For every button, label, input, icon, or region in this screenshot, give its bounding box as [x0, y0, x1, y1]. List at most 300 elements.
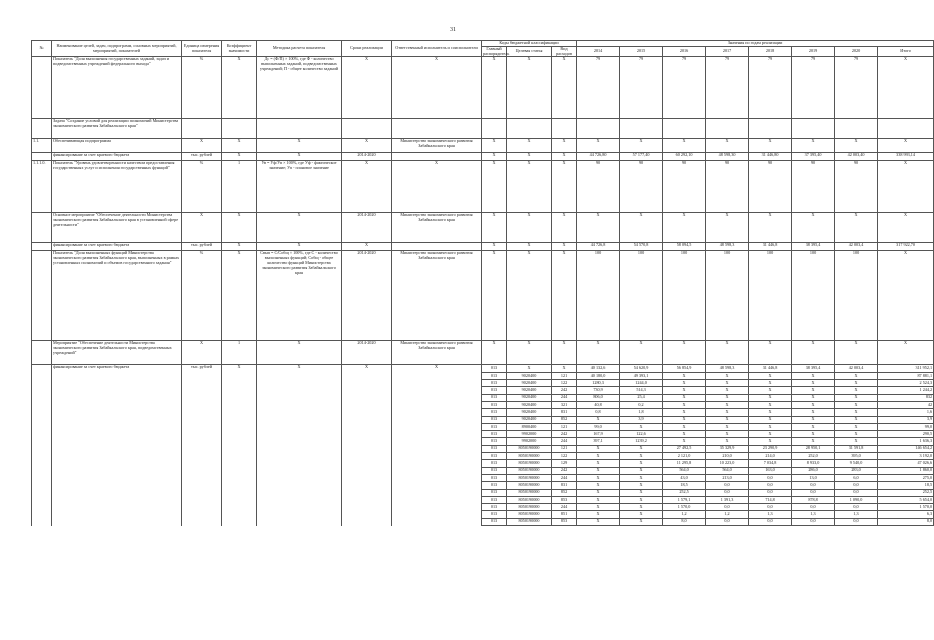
code-value: 878,8: [792, 496, 835, 503]
header-no: №: [32, 41, 52, 57]
header-year: 2018: [749, 46, 792, 57]
code-grbs: 013: [482, 409, 507, 416]
row-value: 100: [706, 251, 749, 341]
row-method: Ув = Уф/Уп × 100%, где Уф - фактическое значение; Уп - плановое значение: [257, 161, 342, 213]
row-name: Показатель "Уровень удовлетворенности качеством предоставления государственных услуг и исполнения государственных функций": [52, 161, 182, 213]
code-total: 3 192,0: [878, 453, 934, 460]
code-type: 851: [552, 511, 577, 518]
code-value: 122,6: [620, 431, 663, 438]
code-value: X: [577, 460, 620, 467]
code-total: 1,6: [878, 409, 934, 416]
code-value: X: [749, 438, 792, 445]
row-coef: X: [222, 213, 257, 243]
code-total: 832: [878, 394, 934, 401]
row-term: [342, 119, 392, 139]
header-year: 2020: [835, 46, 878, 57]
row-coef: 1: [222, 161, 257, 213]
row-value: 90: [706, 161, 749, 213]
code-value: 252,0: [792, 453, 835, 460]
code-value: X: [620, 489, 663, 496]
row-value: [663, 119, 706, 139]
code-value: 0,8: [577, 409, 620, 416]
row-value: X: [749, 213, 792, 243]
code-section: 8050190000: [507, 467, 552, 474]
row-total: X: [878, 341, 934, 365]
code-section: 9020400: [507, 372, 552, 379]
code-grbs: 013: [482, 372, 507, 379]
code-value: 1 391,3: [706, 496, 749, 503]
row-section: X: [507, 161, 552, 213]
code-value: 11 295,8: [663, 460, 706, 467]
row-value: X: [620, 341, 663, 365]
code-value: X: [577, 482, 620, 489]
header-year: 2016: [663, 46, 706, 57]
row-coef: X: [222, 251, 257, 341]
row-unit: %: [182, 161, 222, 213]
code-type: 852: [552, 416, 577, 423]
row-value: X: [835, 341, 878, 365]
code-value: 0,0: [792, 504, 835, 511]
code-total: 6,3: [878, 511, 934, 518]
budget-code-row: [32, 365, 934, 372]
row-section: X: [507, 243, 552, 251]
row-section: X: [507, 251, 552, 341]
code-value: X: [792, 423, 835, 430]
code-value: 0,0: [706, 482, 749, 489]
row-value: 100: [792, 251, 835, 341]
code-value: X: [835, 380, 878, 387]
code-type: 853: [552, 518, 577, 525]
code-total: 1 244,2: [878, 387, 934, 394]
code-value: X: [749, 387, 792, 394]
row-value: 60 292,10: [663, 153, 706, 161]
row-method: X: [257, 341, 342, 365]
code-value: X: [835, 409, 878, 416]
code-value: X: [706, 387, 749, 394]
code-total: 1 570,0: [878, 504, 934, 511]
row-coef: X: [222, 243, 257, 251]
row-name: финансирование за счет краевого бюджета: [52, 365, 182, 526]
table-header: [32, 41, 934, 57]
page-number: 31: [450, 27, 456, 33]
row-type: X: [552, 139, 577, 153]
code-total: 99,0: [878, 423, 934, 430]
code-total: 2 524,3: [878, 380, 934, 387]
code-value: 10 223,0: [706, 460, 749, 467]
row-method: Свып = С/Собщ × 100%, где С - количество выполненных функций; Собщ - общее количество функций Министерства экономического развития Забайкальского края: [257, 251, 342, 341]
row-value: 79: [706, 57, 749, 119]
code-value: X: [835, 401, 878, 408]
row-name: Основное мероприятие "Обеспечение деятельности Министерства экономического развития Забайкальского края в установленной сфере деятельности": [52, 213, 182, 243]
code-value: 1,3: [749, 511, 792, 518]
row-value: 58 094,5: [663, 243, 706, 251]
row-number: 1.1.: [32, 139, 52, 153]
row-value: 31 446,8: [749, 243, 792, 251]
code-type: 121: [552, 372, 577, 379]
code-value: X: [749, 409, 792, 416]
code-value: X: [663, 387, 706, 394]
code-value: X: [620, 504, 663, 511]
program-table: [31, 40, 934, 526]
code-value: X: [663, 438, 706, 445]
row-type: X: [552, 57, 577, 119]
code-value: 0,0: [749, 489, 792, 496]
code-value: 213,0: [706, 474, 749, 481]
code-value: 0,0: [706, 489, 749, 496]
code-value: 6,0: [835, 474, 878, 481]
row-value: 90: [835, 161, 878, 213]
code-total: 290,5: [878, 431, 934, 438]
table-row: [32, 251, 934, 341]
code-value: 0,0: [706, 518, 749, 525]
row-responsible: X: [392, 365, 482, 526]
header-unit: Единица измерения показателя: [182, 41, 222, 57]
row-coef: X: [222, 139, 257, 153]
code-value: 214,0: [749, 453, 792, 460]
row-value: 38 395,4: [792, 243, 835, 251]
row-term: 2014-2020: [342, 213, 392, 243]
code-value: 286,0: [792, 467, 835, 474]
row-section: X: [507, 213, 552, 243]
code-type: 129: [552, 460, 577, 467]
row-unit: %: [182, 251, 222, 341]
row-value: [792, 119, 835, 139]
row-value: 31 446,80: [749, 153, 792, 161]
code-section: 8050190000: [507, 482, 552, 489]
code-value: X: [577, 511, 620, 518]
code-grbs: 013: [482, 511, 507, 518]
code-value: X: [749, 380, 792, 387]
code-section: 9020400: [507, 416, 552, 423]
code-section: 8050190000: [507, 518, 552, 525]
code-value: 56 854,9: [663, 365, 706, 372]
row-value: 100: [577, 251, 620, 341]
code-value: 13,0: [792, 474, 835, 481]
code-grbs: 013: [482, 489, 507, 496]
code-value: X: [577, 445, 620, 452]
table-row: [32, 341, 934, 365]
code-value: 0,0: [792, 482, 835, 489]
code-value: X: [620, 474, 663, 481]
row-value: 79: [792, 57, 835, 119]
table-row: [32, 213, 934, 243]
row-number: [32, 251, 52, 341]
code-value: 1280,3: [577, 380, 620, 387]
code-value: X: [620, 467, 663, 474]
code-value: 1239,2: [620, 438, 663, 445]
row-value: X: [663, 139, 706, 153]
table-row: [32, 57, 934, 119]
row-total: [878, 119, 934, 139]
table-row: [32, 161, 934, 213]
row-section: X: [507, 341, 552, 365]
code-value: 564,0: [706, 467, 749, 474]
code-total: 1 636,3: [878, 438, 934, 445]
code-value: X: [706, 431, 749, 438]
code-total: 311 952,1: [878, 365, 934, 372]
row-value: 57 177,40: [620, 153, 663, 161]
code-section: 9020400: [507, 380, 552, 387]
code-value: X: [792, 372, 835, 379]
code-value: X: [577, 474, 620, 481]
code-value: 38 395,4: [792, 365, 835, 372]
code-value: X: [792, 380, 835, 387]
row-value: 79: [835, 57, 878, 119]
code-value: 54 620,9: [620, 365, 663, 372]
code-value: 0,0: [835, 518, 878, 525]
code-value: X: [577, 496, 620, 503]
code-value: 0,0: [835, 489, 878, 496]
row-number: [32, 119, 52, 139]
table-row: [32, 139, 934, 153]
code-value: X: [749, 394, 792, 401]
code-value: 0,0: [706, 504, 749, 511]
code-type: 244: [552, 504, 577, 511]
code-type: 244: [552, 438, 577, 445]
code-grbs: 013: [482, 460, 507, 467]
row-term: 2014-2020: [342, 153, 392, 161]
row-value: 44 726,80: [577, 153, 620, 161]
code-grbs: 013: [482, 438, 507, 445]
row-total: X: [878, 57, 934, 119]
row-grbs: X: [482, 57, 507, 119]
code-value: 7 034,8: [749, 460, 792, 467]
header-total: Итого: [878, 46, 934, 57]
code-value: X: [749, 401, 792, 408]
row-unit: тыс. рублей: [182, 243, 222, 251]
row-name: финансирование за счет краевого бюджета: [52, 153, 182, 161]
code-value: X: [620, 453, 663, 460]
code-type: 831: [552, 409, 577, 416]
code-value: X: [663, 416, 706, 423]
row-value: X: [577, 139, 620, 153]
row-grbs: [482, 119, 507, 139]
header-year: 2015: [620, 46, 663, 57]
row-value: X: [749, 139, 792, 153]
code-value: X: [706, 416, 749, 423]
code-grbs: 013: [482, 474, 507, 481]
code-value: X: [663, 423, 706, 430]
code-total: 275,0: [878, 474, 934, 481]
code-section: 8050190000: [507, 489, 552, 496]
code-type: 831: [552, 482, 577, 489]
code-value: X: [835, 416, 878, 423]
code-value: X: [577, 518, 620, 525]
row-grbs: X: [482, 139, 507, 153]
table-row: [32, 243, 934, 251]
row-method: X: [257, 365, 342, 526]
code-total: 146 654,2: [878, 445, 934, 452]
code-value: X: [835, 394, 878, 401]
code-value: X: [577, 416, 620, 423]
table-row: [32, 119, 934, 139]
row-coef: X: [222, 153, 257, 161]
row-value: [620, 119, 663, 139]
code-grbs: 013: [482, 518, 507, 525]
code-value: X: [620, 423, 663, 430]
row-method: X: [257, 213, 342, 243]
code-type: 121: [552, 445, 577, 452]
row-value: 100: [620, 251, 663, 341]
row-number: [32, 57, 52, 119]
code-value: X: [749, 372, 792, 379]
code-grbs: 013: [482, 365, 507, 372]
row-number: [32, 365, 52, 526]
code-grbs: 013: [482, 504, 507, 511]
row-value: 79: [577, 57, 620, 119]
code-value: X: [749, 423, 792, 430]
row-grbs: X: [482, 341, 507, 365]
code-value: 8 933,0: [792, 460, 835, 467]
row-unit: тыс. рублей: [182, 365, 222, 526]
row-value: 44 726,8: [577, 243, 620, 251]
row-value: [749, 119, 792, 139]
row-method: X: [257, 139, 342, 153]
code-value: X: [620, 518, 663, 525]
code-grbs: 013: [482, 423, 507, 430]
row-term: 2014-2020: [342, 341, 392, 365]
row-number: [32, 243, 52, 251]
code-value: 99,0: [577, 423, 620, 430]
code-value: X: [706, 401, 749, 408]
header-resp: Ответственный исполнитель и соисполнители: [392, 41, 482, 57]
code-value: X: [620, 511, 663, 518]
row-value: X: [749, 341, 792, 365]
code-value: 8,0: [663, 518, 706, 525]
code-value: 40 132,6: [577, 365, 620, 372]
row-term: X: [342, 365, 392, 526]
row-responsible: Министерство экономического развития Забайкальского края: [392, 251, 482, 341]
row-value: 37 395,40: [792, 153, 835, 161]
code-value: 31 446,8: [749, 365, 792, 372]
row-total: X: [878, 161, 934, 213]
code-value: X: [663, 401, 706, 408]
row-term: 2014-2020: [342, 251, 392, 341]
header-grbs: Главный распорядитель: [483, 45, 510, 56]
code-value: 210,0: [706, 453, 749, 460]
code-value: 0,0: [792, 489, 835, 496]
code-value: 514,3: [620, 387, 663, 394]
row-value: X: [620, 139, 663, 153]
row-value: 79: [749, 57, 792, 119]
row-unit: тыс. рублей: [182, 153, 222, 161]
header-coef: Коэффициент значимости: [222, 41, 257, 57]
row-grbs: X: [482, 153, 507, 161]
row-value: [835, 119, 878, 139]
code-value: X: [835, 387, 878, 394]
code-value: 18,5: [663, 482, 706, 489]
code-grbs: 013: [482, 445, 507, 452]
row-type: X: [552, 213, 577, 243]
code-section: 8050190000: [507, 445, 552, 452]
row-value: 79: [620, 57, 663, 119]
row-value: 100: [663, 251, 706, 341]
row-term: X: [342, 139, 392, 153]
row-unit: X: [182, 341, 222, 365]
header-section: Целевая статья: [507, 46, 552, 57]
code-value: 0,0: [792, 518, 835, 525]
code-section: 8050190000: [507, 474, 552, 481]
code-value: X: [792, 394, 835, 401]
row-unit: X: [182, 213, 222, 243]
code-section: X: [507, 365, 552, 372]
code-value: 730,9: [577, 387, 620, 394]
code-value: 0,0: [749, 474, 792, 481]
row-responsible: Министерство экономического развития Забайкальского края: [392, 341, 482, 365]
code-type: 853: [552, 496, 577, 503]
row-value: X: [792, 213, 835, 243]
row-total: X: [878, 213, 934, 243]
code-value: 1,3: [792, 511, 835, 518]
code-value: 283,0: [835, 467, 878, 474]
row-value: X: [577, 213, 620, 243]
row-number: 1.1.1.0.: [32, 161, 52, 213]
row-responsible: Министерство экономического развития Забайкальского края: [392, 213, 482, 243]
code-value: X: [835, 438, 878, 445]
code-section: 9020400: [507, 401, 552, 408]
code-value: X: [835, 372, 878, 379]
code-value: 1 579,1: [663, 496, 706, 503]
code-value: X: [663, 394, 706, 401]
code-value: X: [792, 416, 835, 423]
code-value: 1 570,0: [663, 504, 706, 511]
code-total: 252,5: [878, 489, 934, 496]
code-value: 23 290,9: [749, 445, 792, 452]
row-value: X: [663, 213, 706, 243]
code-type: 852: [552, 489, 577, 496]
code-value: X: [706, 409, 749, 416]
code-grbs: 013: [482, 401, 507, 408]
row-value: 54 570,8: [620, 243, 663, 251]
row-total: X: [878, 139, 934, 153]
code-value: 25,4: [620, 394, 663, 401]
row-responsible: [392, 119, 482, 139]
code-value: X: [706, 394, 749, 401]
row-value: X: [706, 341, 749, 365]
code-value: X: [620, 496, 663, 503]
code-value: X: [620, 482, 663, 489]
table-body: [32, 57, 934, 526]
code-section: 9020400: [507, 409, 552, 416]
code-grbs: 013: [482, 394, 507, 401]
row-number: [32, 341, 52, 365]
header-method: Методика расчета показателя: [257, 41, 342, 57]
code-value: 42 003,4: [835, 365, 878, 372]
row-total: X: [878, 251, 934, 341]
code-type: 122: [552, 380, 577, 387]
code-grbs: 013: [482, 387, 507, 394]
code-value: 43,0: [663, 474, 706, 481]
code-grbs: 013: [482, 380, 507, 387]
row-value: 42 003,4: [835, 243, 878, 251]
code-section: 9020400: [507, 387, 552, 394]
code-section: 8050190000: [507, 460, 552, 467]
code-value: 252,5: [663, 489, 706, 496]
code-value: 714,8: [749, 496, 792, 503]
code-value: 1,2: [663, 511, 706, 518]
code-value: 28 950,1: [792, 445, 835, 452]
row-section: X: [507, 153, 552, 161]
row-coef: X: [222, 57, 257, 119]
row-type: [552, 119, 577, 139]
code-value: 163,0: [749, 467, 792, 474]
row-value: X: [792, 139, 835, 153]
code-value: 49 393,1: [620, 372, 663, 379]
row-value: X: [835, 213, 878, 243]
row-unit: [182, 119, 222, 139]
code-value: X: [577, 467, 620, 474]
header-codes: Коды бюджетной классификации: [482, 41, 577, 47]
